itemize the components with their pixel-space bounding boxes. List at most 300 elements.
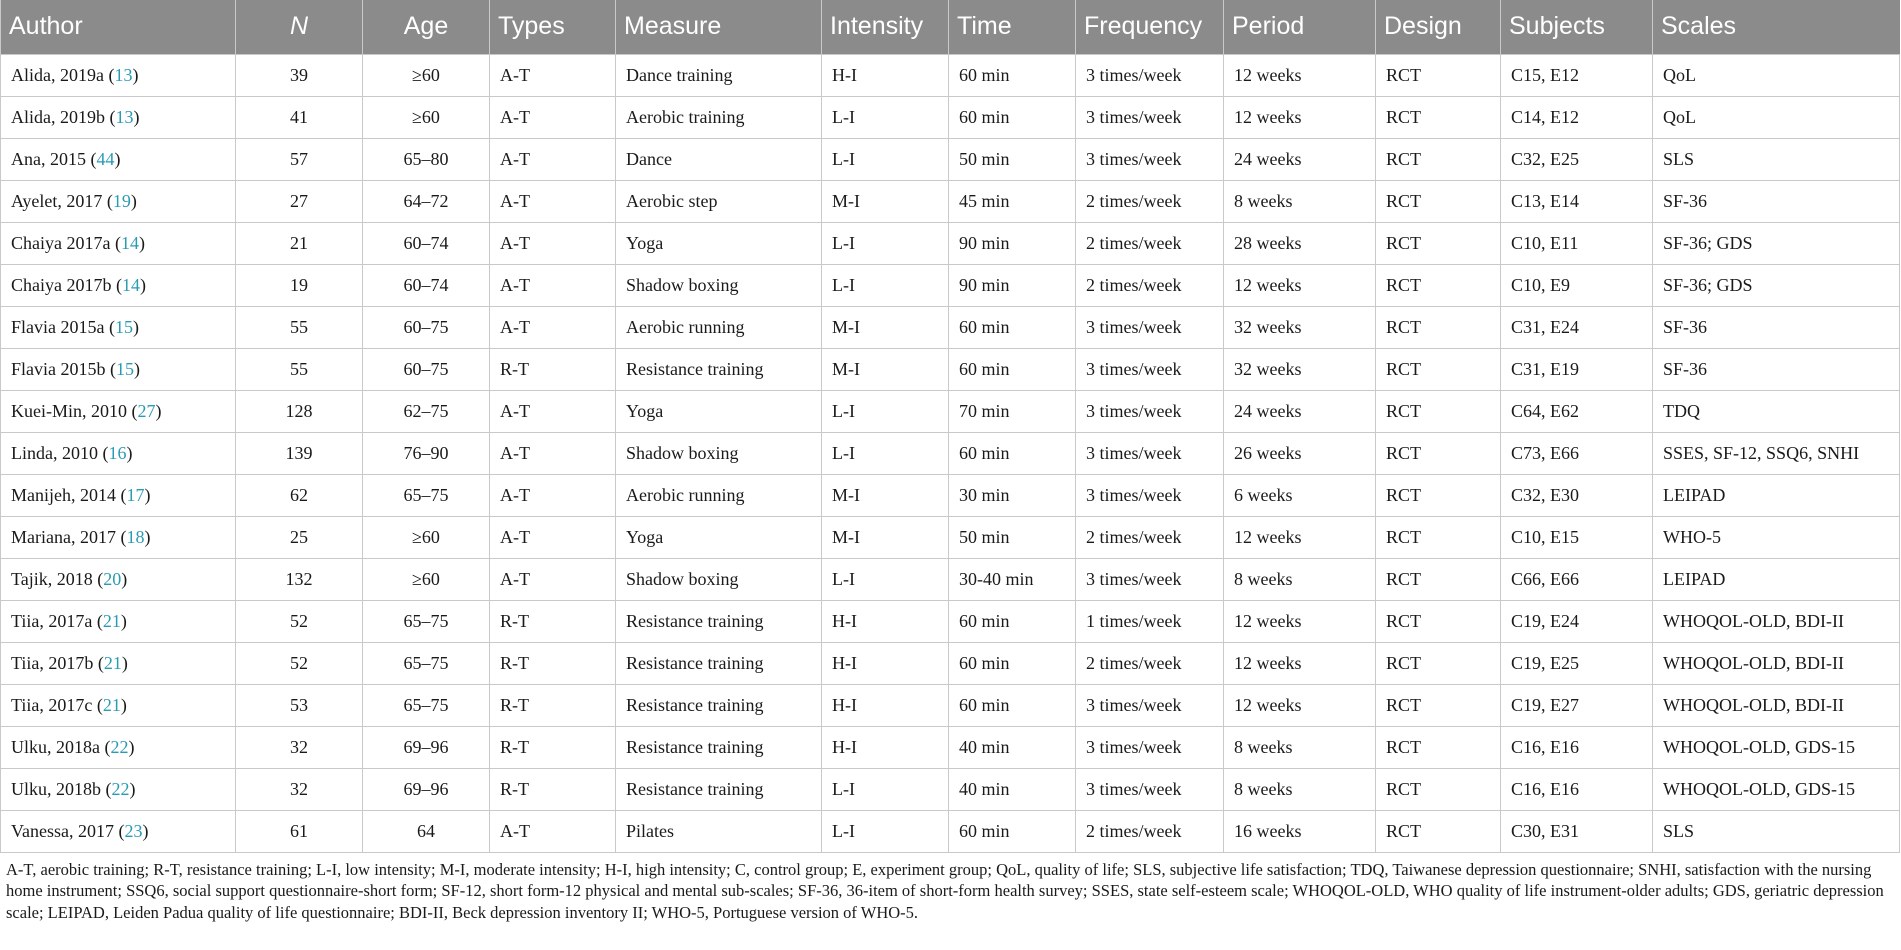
- cell-measure: Shadow boxing: [616, 432, 822, 474]
- cell-author: Chaiya 2017a (14): [1, 222, 236, 264]
- cell-measure: Dance training: [616, 54, 822, 96]
- cell-scales: WHOQOL-OLD, BDI-II: [1653, 600, 1900, 642]
- cell-subjects: C15, E12: [1501, 54, 1653, 96]
- cell-author: Mariana, 2017 (18): [1, 516, 236, 558]
- table-row: [1, 474, 1900, 516]
- cell-period: 12 weeks: [1224, 600, 1376, 642]
- author-name: Linda, 2010: [11, 442, 98, 463]
- cell-n: 139: [236, 432, 363, 474]
- cell-subjects: C16, E16: [1501, 726, 1653, 768]
- cell-scales: SF-36; GDS: [1653, 264, 1900, 306]
- cell-age: ≥60: [363, 558, 490, 600]
- cell-age: 65–75: [363, 600, 490, 642]
- cell-design: RCT: [1376, 348, 1501, 390]
- cell-types: A-T: [490, 96, 616, 138]
- cell-intensity: M-I: [822, 348, 949, 390]
- author-name: Flavia 2015a: [11, 316, 105, 337]
- cell-scales: WHOQOL-OLD, GDS-15: [1653, 768, 1900, 810]
- cell-types: R-T: [490, 684, 616, 726]
- cell-measure: Yoga: [616, 222, 822, 264]
- cell-measure: Pilates: [616, 810, 822, 852]
- cell-subjects: C31, E24: [1501, 306, 1653, 348]
- cell-n: 55: [236, 306, 363, 348]
- cell-frequency: 3 times/week: [1076, 306, 1224, 348]
- header-period: Period: [1224, 0, 1376, 54]
- cell-period: 12 weeks: [1224, 642, 1376, 684]
- header-age: Age: [363, 0, 490, 54]
- cell-period: 12 weeks: [1224, 264, 1376, 306]
- header-subjects: Subjects: [1501, 0, 1653, 54]
- cell-intensity: L-I: [822, 558, 949, 600]
- cell-measure: Resistance training: [616, 348, 822, 390]
- cell-period: 12 weeks: [1224, 54, 1376, 96]
- cell-time: 30-40 min: [949, 558, 1076, 600]
- cell-design: RCT: [1376, 264, 1501, 306]
- cell-subjects: C19, E25: [1501, 642, 1653, 684]
- reference-link[interactable]: 23: [124, 820, 143, 841]
- cell-author: Tiia, 2017b (21): [1, 642, 236, 684]
- header-n: N: [236, 0, 363, 54]
- cell-measure: Resistance training: [616, 726, 822, 768]
- cell-time: 60 min: [949, 810, 1076, 852]
- cell-period: 26 weeks: [1224, 432, 1376, 474]
- cell-frequency: 2 times/week: [1076, 516, 1224, 558]
- reference-link[interactable]: 13: [114, 64, 133, 85]
- cell-period: 32 weeks: [1224, 348, 1376, 390]
- cell-intensity: L-I: [822, 390, 949, 432]
- cell-intensity: M-I: [822, 474, 949, 516]
- cell-author: Ayelet, 2017 (19): [1, 180, 236, 222]
- reference-link[interactable]: 17: [126, 484, 145, 505]
- cell-scales: SF-36: [1653, 348, 1900, 390]
- cell-n: 32: [236, 726, 363, 768]
- cell-intensity: H-I: [822, 726, 949, 768]
- cell-n: 57: [236, 138, 363, 180]
- cell-types: A-T: [490, 432, 616, 474]
- cell-time: 40 min: [949, 726, 1076, 768]
- cell-subjects: C31, E19: [1501, 348, 1653, 390]
- cell-scales: SSES, SF-12, SSQ6, SNHI: [1653, 432, 1900, 474]
- cell-frequency: 3 times/week: [1076, 348, 1224, 390]
- cell-age: 60–75: [363, 306, 490, 348]
- cell-design: RCT: [1376, 180, 1501, 222]
- cell-period: 12 weeks: [1224, 516, 1376, 558]
- cell-scales: QoL: [1653, 96, 1900, 138]
- table-row: [1, 264, 1900, 306]
- author-name: Tiia, 2017a: [11, 610, 93, 631]
- cell-period: 8 weeks: [1224, 558, 1376, 600]
- cell-scales: WHOQOL-OLD, BDI-II: [1653, 684, 1900, 726]
- cell-n: 128: [236, 390, 363, 432]
- cell-scales: WHO-5: [1653, 516, 1900, 558]
- cell-measure: Resistance training: [616, 600, 822, 642]
- cell-types: R-T: [490, 726, 616, 768]
- reference-link[interactable]: 20: [103, 568, 122, 589]
- reference-link[interactable]: 14: [122, 274, 140, 295]
- cell-intensity: L-I: [822, 96, 949, 138]
- author-name: Chaiya 2017a: [11, 232, 111, 253]
- cell-n: 55: [236, 348, 363, 390]
- cell-age: 65–75: [363, 684, 490, 726]
- cell-measure: Yoga: [616, 390, 822, 432]
- cell-intensity: L-I: [822, 222, 949, 264]
- cell-author: Manijeh, 2014 (17): [1, 474, 236, 516]
- table-row: [1, 432, 1900, 474]
- cell-scales: SF-36; GDS: [1653, 222, 1900, 264]
- cell-n: 21: [236, 222, 363, 264]
- cell-author: Alida, 2019b (13): [1, 96, 236, 138]
- cell-time: 50 min: [949, 516, 1076, 558]
- cell-measure: Resistance training: [616, 768, 822, 810]
- cell-types: R-T: [490, 768, 616, 810]
- cell-subjects: C19, E27: [1501, 684, 1653, 726]
- cell-subjects: C30, E31: [1501, 810, 1653, 852]
- table-row: [1, 390, 1900, 432]
- cell-n: 132: [236, 558, 363, 600]
- cell-types: A-T: [490, 180, 616, 222]
- table-header-row: [1, 0, 1900, 54]
- cell-types: A-T: [490, 54, 616, 96]
- cell-scales: LEIPAD: [1653, 558, 1900, 600]
- cell-intensity: L-I: [822, 432, 949, 474]
- cell-frequency: 2 times/week: [1076, 810, 1224, 852]
- cell-intensity: H-I: [822, 600, 949, 642]
- cell-measure: Shadow boxing: [616, 558, 822, 600]
- reference-link[interactable]: 21: [102, 694, 121, 715]
- cell-design: RCT: [1376, 726, 1501, 768]
- cell-scales: QoL: [1653, 54, 1900, 96]
- cell-age: 65–80: [363, 138, 490, 180]
- cell-subjects: C64, E62: [1501, 390, 1653, 432]
- cell-subjects: C10, E9: [1501, 264, 1653, 306]
- cell-scales: SLS: [1653, 810, 1900, 852]
- cell-measure: Aerobic training: [616, 96, 822, 138]
- author-name: Alida, 2019b: [11, 106, 105, 127]
- cell-design: RCT: [1376, 390, 1501, 432]
- cell-measure: Resistance training: [616, 642, 822, 684]
- author-name: Kuei-Min, 2010: [11, 400, 127, 421]
- cell-frequency: 3 times/week: [1076, 684, 1224, 726]
- cell-subjects: C13, E14: [1501, 180, 1653, 222]
- cell-time: 60 min: [949, 600, 1076, 642]
- table-row: [1, 558, 1900, 600]
- cell-intensity: L-I: [822, 810, 949, 852]
- cell-age: 69–96: [363, 768, 490, 810]
- cell-measure: Resistance training: [616, 684, 822, 726]
- table-row: [1, 768, 1900, 810]
- cell-frequency: 1 times/week: [1076, 600, 1224, 642]
- cell-period: 24 weeks: [1224, 138, 1376, 180]
- table-row: [1, 54, 1900, 96]
- cell-design: RCT: [1376, 600, 1501, 642]
- cell-period: 12 weeks: [1224, 684, 1376, 726]
- cell-types: R-T: [490, 348, 616, 390]
- cell-frequency: 3 times/week: [1076, 558, 1224, 600]
- cell-time: 60 min: [949, 96, 1076, 138]
- reference-link[interactable]: 21: [102, 610, 121, 631]
- cell-author: Ulku, 2018a (22): [1, 726, 236, 768]
- table-row: [1, 684, 1900, 726]
- cell-age: ≥60: [363, 54, 490, 96]
- cell-subjects: C32, E30: [1501, 474, 1653, 516]
- cell-scales: SLS: [1653, 138, 1900, 180]
- author-name: Mariana, 2017: [11, 526, 116, 547]
- cell-frequency: 3 times/week: [1076, 768, 1224, 810]
- table-row: [1, 348, 1900, 390]
- header-design: Design: [1376, 0, 1501, 54]
- cell-period: 8 weeks: [1224, 180, 1376, 222]
- cell-n: 39: [236, 54, 363, 96]
- author-name: Vanessa, 2017: [11, 820, 114, 841]
- cell-design: RCT: [1376, 138, 1501, 180]
- cell-period: 12 weeks: [1224, 96, 1376, 138]
- table-row: [1, 516, 1900, 558]
- cell-frequency: 2 times/week: [1076, 180, 1224, 222]
- cell-n: 62: [236, 474, 363, 516]
- reference-link[interactable]: 13: [115, 106, 134, 127]
- cell-frequency: 3 times/week: [1076, 474, 1224, 516]
- cell-measure: Dance: [616, 138, 822, 180]
- cell-scales: TDQ: [1653, 390, 1900, 432]
- cell-subjects: C73, E66: [1501, 432, 1653, 474]
- author-name: Ulku, 2018b: [11, 778, 101, 799]
- cell-time: 90 min: [949, 222, 1076, 264]
- cell-time: 70 min: [949, 390, 1076, 432]
- cell-age: 65–75: [363, 474, 490, 516]
- author-name: Flavia 2015b: [11, 358, 106, 379]
- cell-design: RCT: [1376, 432, 1501, 474]
- table-row: [1, 96, 1900, 138]
- cell-types: A-T: [490, 138, 616, 180]
- cell-intensity: M-I: [822, 180, 949, 222]
- cell-age: 76–90: [363, 432, 490, 474]
- cell-period: 6 weeks: [1224, 474, 1376, 516]
- cell-design: RCT: [1376, 96, 1501, 138]
- cell-types: R-T: [490, 642, 616, 684]
- cell-frequency: 3 times/week: [1076, 138, 1224, 180]
- author-name: Manijeh, 2014: [11, 484, 116, 505]
- cell-design: RCT: [1376, 222, 1501, 264]
- cell-age: ≥60: [363, 96, 490, 138]
- cell-author: Tiia, 2017c (21): [1, 684, 236, 726]
- cell-types: A-T: [490, 810, 616, 852]
- cell-age: 62–75: [363, 390, 490, 432]
- table-row: [1, 600, 1900, 642]
- reference-link[interactable]: 19: [112, 190, 131, 211]
- cell-n: 61: [236, 810, 363, 852]
- cell-frequency: 2 times/week: [1076, 222, 1224, 264]
- reference-link[interactable]: 16: [108, 442, 127, 463]
- header-measure: Measure: [616, 0, 822, 54]
- reference-link[interactable]: 27: [137, 400, 156, 421]
- cell-scales: WHOQOL-OLD, GDS-15: [1653, 726, 1900, 768]
- cell-design: RCT: [1376, 768, 1501, 810]
- cell-types: A-T: [490, 474, 616, 516]
- cell-n: 53: [236, 684, 363, 726]
- cell-design: RCT: [1376, 516, 1501, 558]
- table-row: [1, 642, 1900, 684]
- author-name: Tiia, 2017b: [11, 652, 94, 673]
- table-row: [1, 306, 1900, 348]
- cell-intensity: L-I: [822, 768, 949, 810]
- reference-link[interactable]: 44: [96, 148, 115, 169]
- cell-period: 8 weeks: [1224, 726, 1376, 768]
- cell-time: 30 min: [949, 474, 1076, 516]
- cell-subjects: C66, E66: [1501, 558, 1653, 600]
- cell-subjects: C16, E16: [1501, 768, 1653, 810]
- author-name: Tajik, 2018: [11, 568, 93, 589]
- cell-age: 65–75: [363, 642, 490, 684]
- cell-frequency: 3 times/week: [1076, 432, 1224, 474]
- cell-author: Flavia 2015b (15): [1, 348, 236, 390]
- cell-time: 60 min: [949, 432, 1076, 474]
- cell-author: Flavia 2015a (15): [1, 306, 236, 348]
- cell-n: 41: [236, 96, 363, 138]
- cell-subjects: C10, E15: [1501, 516, 1653, 558]
- cell-author: Alida, 2019a (13): [1, 54, 236, 96]
- cell-frequency: 3 times/week: [1076, 390, 1224, 432]
- table-row: [1, 810, 1900, 852]
- cell-author: Chaiya 2017b (14): [1, 264, 236, 306]
- author-name: Ana, 2015: [11, 148, 86, 169]
- author-name: Ayelet, 2017: [11, 190, 103, 211]
- table-footnote: A-T, aerobic training; R-T, resistance training; L-I, low intensity; M-I, moderate intensity; H-I, high intensity; C, control group; E, experiment group; QoL, quality of life; SLS, subjective life satisfaction; TDQ, Taiwanese depression questionnaire; SNHI, satisfaction with the nursing home instrument; SSQ6, social support questionnaire-short form; SF-12, short form-12 physical and mental sub-scales; SF-36, 36-item of short-form health survey; SSES, state self-esteem scale; WHOQOL-OLD, WHO quality of life instrument-older adults; GDS, geriatric depression scale; LEIPAD, Leiden Padua quality of life questionnaire; BDI-II, Beck depression inventory II; WHO-5, Portuguese version of WHO-5.: [6, 859, 1884, 922]
- table-row: [1, 726, 1900, 768]
- reference-link[interactable]: 14: [120, 232, 139, 253]
- cell-scales: LEIPAD: [1653, 474, 1900, 516]
- cell-frequency: 3 times/week: [1076, 726, 1224, 768]
- cell-design: RCT: [1376, 306, 1501, 348]
- reference-link[interactable]: 22: [111, 778, 130, 799]
- author-name: Tiia, 2017c: [11, 694, 93, 715]
- cell-design: RCT: [1376, 54, 1501, 96]
- header-types: Types: [490, 0, 616, 54]
- cell-age: 69–96: [363, 726, 490, 768]
- cell-types: A-T: [490, 264, 616, 306]
- cell-types: A-T: [490, 222, 616, 264]
- cell-design: RCT: [1376, 558, 1501, 600]
- cell-age: 60–74: [363, 264, 490, 306]
- cell-author: Vanessa, 2017 (23): [1, 810, 236, 852]
- cell-types: R-T: [490, 600, 616, 642]
- cell-time: 60 min: [949, 306, 1076, 348]
- cell-author: Tajik, 2018 (20): [1, 558, 236, 600]
- cell-author: Ana, 2015 (44): [1, 138, 236, 180]
- cell-measure: Yoga: [616, 516, 822, 558]
- cell-author: Ulku, 2018b (22): [1, 768, 236, 810]
- cell-period: 16 weeks: [1224, 810, 1376, 852]
- cell-age: 60–74: [363, 222, 490, 264]
- cell-subjects: C19, E24: [1501, 600, 1653, 642]
- cell-n: 19: [236, 264, 363, 306]
- cell-scales: SF-36: [1653, 306, 1900, 348]
- cell-intensity: H-I: [822, 642, 949, 684]
- header-frequency: Frequency: [1076, 0, 1224, 54]
- cell-time: 60 min: [949, 54, 1076, 96]
- cell-frequency: 2 times/week: [1076, 264, 1224, 306]
- cell-intensity: L-I: [822, 264, 949, 306]
- cell-subjects: C14, E12: [1501, 96, 1653, 138]
- cell-n: 52: [236, 642, 363, 684]
- cell-types: A-T: [490, 516, 616, 558]
- cell-design: RCT: [1376, 474, 1501, 516]
- cell-frequency: 2 times/week: [1076, 642, 1224, 684]
- cell-n: 25: [236, 516, 363, 558]
- cell-types: A-T: [490, 558, 616, 600]
- reference-link[interactable]: 15: [114, 316, 133, 337]
- cell-measure: Aerobic running: [616, 474, 822, 516]
- cell-types: A-T: [490, 390, 616, 432]
- header-time: Time: [949, 0, 1076, 54]
- cell-intensity: M-I: [822, 516, 949, 558]
- cell-period: 8 weeks: [1224, 768, 1376, 810]
- cell-subjects: C32, E25: [1501, 138, 1653, 180]
- cell-age: 64–72: [363, 180, 490, 222]
- cell-design: RCT: [1376, 642, 1501, 684]
- cell-author: Linda, 2010 (16): [1, 432, 236, 474]
- reference-link[interactable]: 22: [110, 736, 129, 757]
- table-row: [1, 138, 1900, 180]
- cell-measure: Shadow boxing: [616, 264, 822, 306]
- cell-scales: SF-36: [1653, 180, 1900, 222]
- cell-intensity: M-I: [822, 306, 949, 348]
- table-row: [1, 180, 1900, 222]
- cell-design: RCT: [1376, 810, 1501, 852]
- cell-time: 45 min: [949, 180, 1076, 222]
- author-name: Chaiya 2017b: [11, 274, 112, 295]
- cell-age: ≥60: [363, 516, 490, 558]
- reference-link[interactable]: 21: [103, 652, 122, 673]
- cell-intensity: H-I: [822, 684, 949, 726]
- table-row: [1, 222, 1900, 264]
- cell-period: 24 weeks: [1224, 390, 1376, 432]
- cell-time: 90 min: [949, 264, 1076, 306]
- header-scales: Scales: [1653, 0, 1900, 54]
- author-name: Ulku, 2018a: [11, 736, 100, 757]
- cell-time: 40 min: [949, 768, 1076, 810]
- cell-time: 60 min: [949, 642, 1076, 684]
- cell-measure: Aerobic running: [616, 306, 822, 348]
- cell-n: 32: [236, 768, 363, 810]
- cell-n: 27: [236, 180, 363, 222]
- reference-link[interactable]: 15: [116, 358, 134, 379]
- cell-period: 28 weeks: [1224, 222, 1376, 264]
- cell-time: 50 min: [949, 138, 1076, 180]
- cell-n: 52: [236, 600, 363, 642]
- cell-design: RCT: [1376, 684, 1501, 726]
- cell-subjects: C10, E11: [1501, 222, 1653, 264]
- cell-frequency: 3 times/week: [1076, 54, 1224, 96]
- cell-types: A-T: [490, 306, 616, 348]
- cell-age: 64: [363, 810, 490, 852]
- reference-link[interactable]: 18: [126, 526, 145, 547]
- cell-age: 60–75: [363, 348, 490, 390]
- cell-time: 60 min: [949, 348, 1076, 390]
- cell-intensity: L-I: [822, 138, 949, 180]
- cell-time: 60 min: [949, 684, 1076, 726]
- header-intensity: Intensity: [822, 0, 949, 54]
- header-author: Author: [1, 0, 236, 54]
- cell-frequency: 3 times/week: [1076, 96, 1224, 138]
- cell-intensity: H-I: [822, 54, 949, 96]
- cell-measure: Aerobic step: [616, 180, 822, 222]
- cell-author: Kuei-Min, 2010 (27): [1, 390, 236, 432]
- cell-scales: WHOQOL-OLD, BDI-II: [1653, 642, 1900, 684]
- cell-author: Tiia, 2017a (21): [1, 600, 236, 642]
- author-name: Alida, 2019a: [11, 64, 104, 85]
- table-body: [1, 54, 1900, 852]
- cell-period: 32 weeks: [1224, 306, 1376, 348]
